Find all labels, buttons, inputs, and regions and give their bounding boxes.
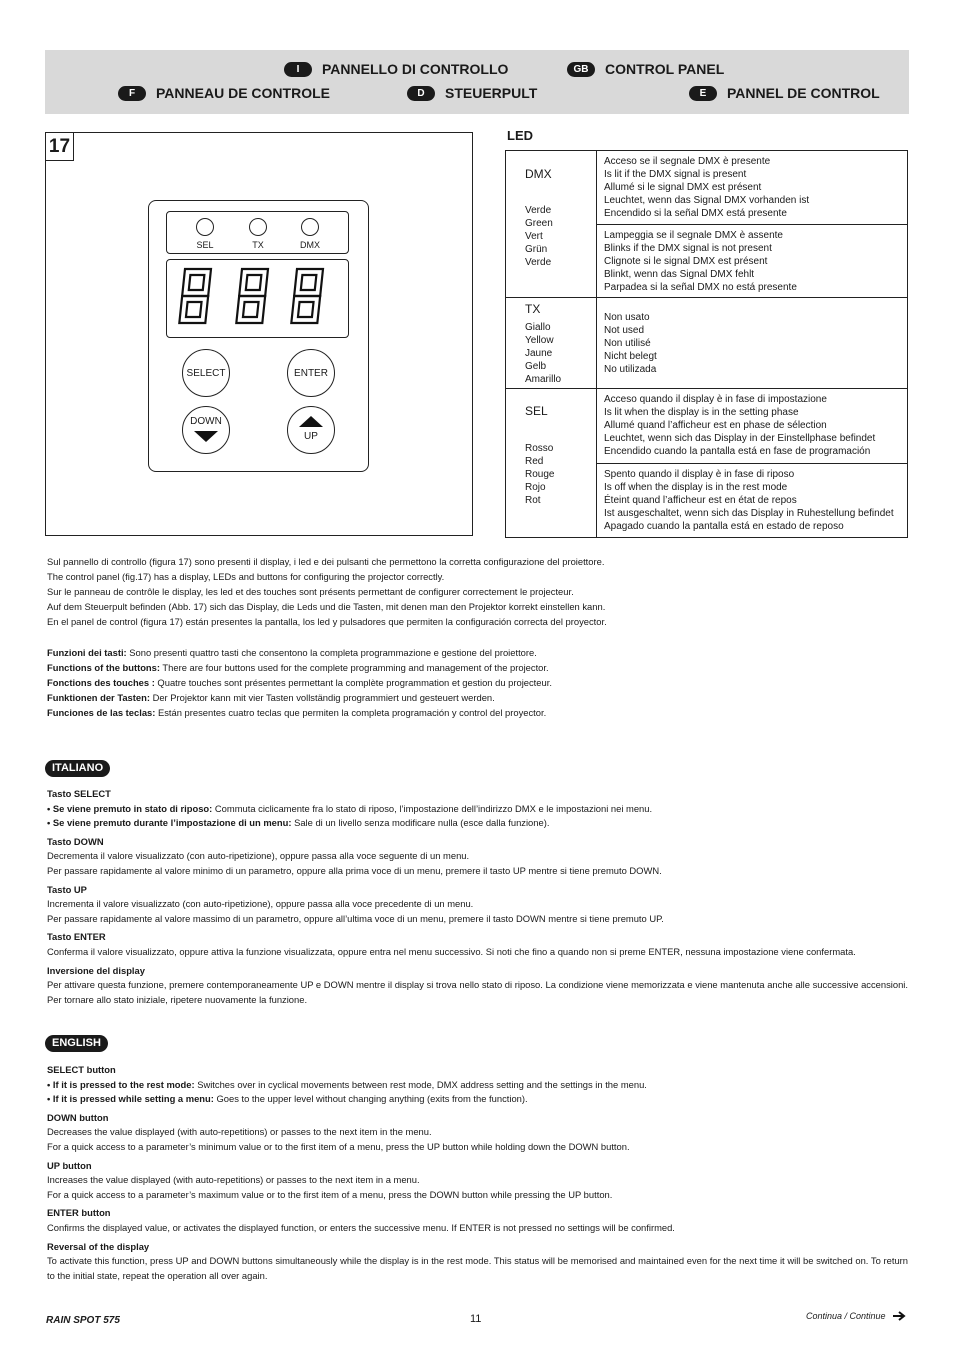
header-item-gb [567,61,724,77]
color-label: Green [525,218,553,229]
desc-line: Blinkt, wenn das Signal DMX fehlt [604,269,755,280]
desc-line: Acceso se il segnale DMX è presente [604,156,771,167]
figure-number: 17 [46,133,74,161]
subheading: UP button [47,1159,92,1171]
english-section [47,1059,908,1283]
header-item-es [689,85,880,101]
bullet [47,1092,908,1107]
intro-paragraphs [47,554,908,629]
desc-line: Allumé si le signal DMX est présent [604,182,762,193]
color-label: Grün [525,244,548,255]
functions-paragraphs [47,645,908,720]
continue-text: Continua / Continue [806,1311,886,1321]
lang-badge-fr: F [118,86,146,101]
desc-block [604,155,809,220]
seven-segment-display [166,259,349,338]
function-line [47,690,908,705]
function-text: Quatre touches sont présentes permettant la complète programmation et gestion du projecteur. [154,677,552,688]
bullet-text: Goes to the upper level without changing anything (exits from the function). [213,1093,528,1105]
arrow-down-icon [194,431,218,443]
body-line: Decreases the value displayed (with auto-repetitions) or passes to the next item in the menu. [47,1126,432,1138]
color-label: Giallo [525,322,551,333]
desc-line: Clignote si le signal DMX est présent [604,256,768,267]
led-name-dmx: DMX [525,167,552,181]
up-button[interactable] [287,406,335,454]
subheading: Tasto DOWN [47,835,104,847]
intro-line: Sur le panneau de contrôle le display, les led et des touches sont présents permettant de configurer correctement le projecteur. [47,586,574,597]
desc-block [604,393,875,458]
bullet [47,816,908,831]
desc-line: Nicht belegt [604,351,657,362]
select-button[interactable]: SELECT [182,349,230,397]
arrow-up-icon [299,416,323,428]
function-line [47,660,908,675]
bullet-text: Sale di un livello senza modificare nulla (esce dalla funzione). [291,817,550,829]
desc-line: No utilizada [604,364,657,375]
control-panel-drawing [148,200,369,472]
bullet-text: Switches over in cyclical movements between rest mode, DMX address setting and the settings in the menu. [194,1078,647,1090]
desc-line: Spento quando il display è in fase di riposo [604,469,795,480]
arrow-right-icon [892,1311,906,1321]
desc-line: Blinks if the DMX signal is not present [604,243,772,254]
led-row [166,211,349,254]
desc-line: Éteint quand l’afficheur est en état de repos [604,495,797,506]
enter-button[interactable]: ENTER [287,349,335,397]
color-label: Rosso [525,443,554,454]
body-line: Conferma il valore visualizzato, oppure attiva la funzione visualizzata, oppure entra nel menu successivo. Si noti che fino a quando non si preme ENTER, nessuna impostazione viene confermata. [47,945,856,957]
function-line [47,645,908,660]
body-line: Confirms the displayed value, or activates the displayed function, or enters the successive menu. If ENTER is not pressed no settings will be confirmed. [47,1221,675,1233]
up-button-label: UP [304,431,318,442]
led-name-sel: SEL [525,404,548,418]
desc-line: Lampeggia se il segnale DMX è assente [604,230,783,241]
desc-line: Is lit when the display is in the setting phase [604,407,799,418]
color-label: Gelb [525,361,547,372]
function-text: There are four buttons used for the complete programming and management of the projector. [160,662,549,673]
header-label-fr: PANNEAU DE CONTROLE [156,85,330,101]
led-colors-sel [525,442,554,507]
section-badge-english: ENGLISH [45,1035,108,1052]
function-text: Están presentes cuatro teclas que permiten la completa programación y control del proyector. [155,707,547,718]
bullet-text: Commuta ciclicamente fra lo stato di riposo, l’impostazione dell’indirizzo DMX e le impostazioni nei menu. [212,802,653,814]
bullet [47,1078,908,1093]
footer-product-name: RAIN SPOT 575 [46,1315,120,1326]
led-tx-indicator [249,218,267,236]
function-title: Fonctions des touches : [47,677,155,688]
color-label: Yellow [525,335,554,346]
section-badge-italiano: ITALIANO [45,760,110,777]
led-sel-indicator [196,218,214,236]
display-digits-icon [167,260,347,336]
subheading: SELECT button [47,1064,116,1075]
header-band [45,50,909,114]
function-line [47,675,908,690]
subheading: Tasto SELECT [47,788,111,799]
lang-badge-de: D [407,86,435,101]
desc-line: Encendido si la señal DMX está presente [604,208,787,219]
desc-block [604,311,657,376]
subheading: DOWN button [47,1111,109,1123]
desc-block [604,229,797,294]
subheading: Inversione del display [47,964,145,976]
color-label: Verde [525,205,552,216]
function-text: Der Projektor kann mit vier Tasten vollständig programmiert und gesteuert werden. [149,692,495,703]
footer-continue [806,1311,906,1321]
header-item-it [284,61,508,77]
function-title: Funciones de las teclas: [47,707,156,718]
body-line: Incrementa il valore visualizzato (con auto-ripetizione), oppure passa alla voce precedente di un menu. [47,898,474,910]
desc-line: Non utilisé [604,338,651,349]
desc-line: Non usato [604,312,650,323]
intro-line: En el panel de control (figura 17) están presentes la pantalla, los led y pulsadores que permiten la configuración correcta del proyector. [47,616,607,627]
bullet [47,802,908,817]
desc-line: Is lit if the DMX signal is present [604,169,747,180]
bullet-title: • If it is pressed to the rest mode: [47,1078,195,1090]
body-line: Per passare rapidamente al valore minimo di un parametro, oppure alla prima voce di un menu, premere il tasto UP mentre si tiene premuto DOWN. [47,864,662,876]
function-title: Funzioni dei tasti: [47,647,127,658]
function-title: Funktionen der Tasten: [47,692,150,703]
header-item-fr [118,85,330,101]
led-label-dmx: DMX [300,240,320,250]
body-line: To activate this function, press UP and DOWN buttons simultaneously while the display is in the rest mode. This status will be memorised and maintained even for the next time it will be switched on. To return to the initial state, repeat the operation all over again. [47,1255,908,1281]
led-label-sel: SEL [196,240,214,250]
color-label: Amarillo [525,374,562,385]
color-label: Verde [525,257,552,268]
led-colors-dmx [525,204,553,269]
desc-line: Allumé quand l’afficheur est en phase de sélection [604,420,827,431]
header-item-de [407,85,537,101]
color-label: Vert [525,231,543,242]
body-line: Increases the value displayed (with auto-repetitions) or passes to the next item in a menu. [47,1174,420,1186]
function-title: Functions of the buttons: [47,662,160,673]
color-label: Rot [525,495,541,506]
led-table-title: LED [507,128,533,143]
led-name-tx: TX [525,302,541,316]
divider [597,224,908,225]
down-button[interactable] [182,406,230,454]
color-label: Rojo [525,482,546,493]
page-number: 11 [470,1313,482,1325]
desc-line: Encendido cuando la pantalla está en fase de programación [604,446,871,457]
header-label-gb: CONTROL PANEL [605,61,725,77]
intro-line: The control panel (fig.17) has a display, LEDs and buttons for configuring the projector correctly. [47,571,445,582]
desc-line: Not used [604,325,645,336]
subheading: ENTER button [47,1207,111,1219]
bullet-title: • If it is pressed while setting a menu: [47,1093,214,1105]
led-table [505,150,908,538]
figure-box [45,132,473,536]
divider [506,297,908,298]
led-colors-tx [525,321,561,386]
subheading: Tasto ENTER [47,931,106,943]
desc-line: Leuchtet, wenn das Signal DMX vorhanden ist [604,195,810,206]
led-dmx-indicator [301,218,319,236]
italiano-section [47,783,908,1007]
function-line [47,705,908,720]
lang-badge-es: E [689,86,717,101]
desc-line: Is off when the display is in the rest mode [604,482,788,493]
desc-line: Apagado cuando la pantalla está en estado de reposo [604,521,844,532]
intro-line: Sul pannello di controllo (figura 17) sono presenti il display, i led e dei pulsanti che permettono la corretta configurazione del proiettore. [47,556,605,567]
color-label: Jaune [525,348,553,359]
desc-line: Ist ausgeschaltet, wenn sich das Display in Ruhestellung befindet [604,508,894,519]
body-line: Per passare rapidamente al valore massimo di un parametro, oppure all’ultima voce di un menu, premere il tasto DOWN mentre si tiene premuto UP. [47,912,664,924]
function-text: Sono presenti quattro tasti che consentono la completa programmazione e gestione del proiettore. [126,647,537,658]
desc-line: Parpadea si la señal DMX no está presente [604,282,797,293]
body-line: For a quick access to a parameter’s maximum value or to the first item of a menu, press the DOWN button while pressing the UP button. [47,1188,613,1200]
desc-block [604,468,894,533]
desc-line: Acceso quando il display è in fase di impostazione [604,394,827,405]
color-label: Rouge [525,469,555,480]
divider [506,388,908,389]
header-label-it: PANNELLO DI CONTROLLO [322,61,509,77]
desc-line: Leuchtet, wenn sich das Display in der Einstellphase befindet [604,433,876,444]
header-label-de: STEUERPULT [445,85,538,101]
subheading: Tasto UP [47,883,87,895]
subheading: Reversal of the display [47,1240,150,1252]
divider [597,463,908,464]
header-label-es: PANNEL DE CONTROL [727,85,880,101]
lang-badge-gb: GB [567,62,595,77]
bullet-title: • Se viene premuto durante l’impostazione di un menu: [47,817,292,829]
body-line: For a quick access to a parameter’s minimum value or to the first item of a menu, press the UP button while holding down the DOWN button. [47,1140,630,1152]
color-label: Red [525,456,544,467]
body-line: Decrementa il valore visualizzato (con auto-ripetizione), oppure passa alla voce seguente di un menu. [47,850,470,862]
intro-line: Auf dem Steuerpult befinden (Abb. 17) sich das Display, die Leds und die Tasten, mit denen man den Projektor korrekt einstellen kann. [47,601,606,612]
down-button-label: DOWN [190,416,222,427]
bullet-title: • Se viene premuto in stato di riposo: [47,802,213,814]
lang-badge-it: I [284,62,312,77]
led-label-tx: TX [252,240,264,250]
body-line: Per attivare questa funzione, premere contemporaneamente UP e DOWN mentre il display si trova nello stato di riposo. La condizione viene memorizzata e viene mantenuta anche alle successive accensioni. Per tornare allo stato iniziale, ripetere nuovamente la funzione. [47,979,908,1005]
